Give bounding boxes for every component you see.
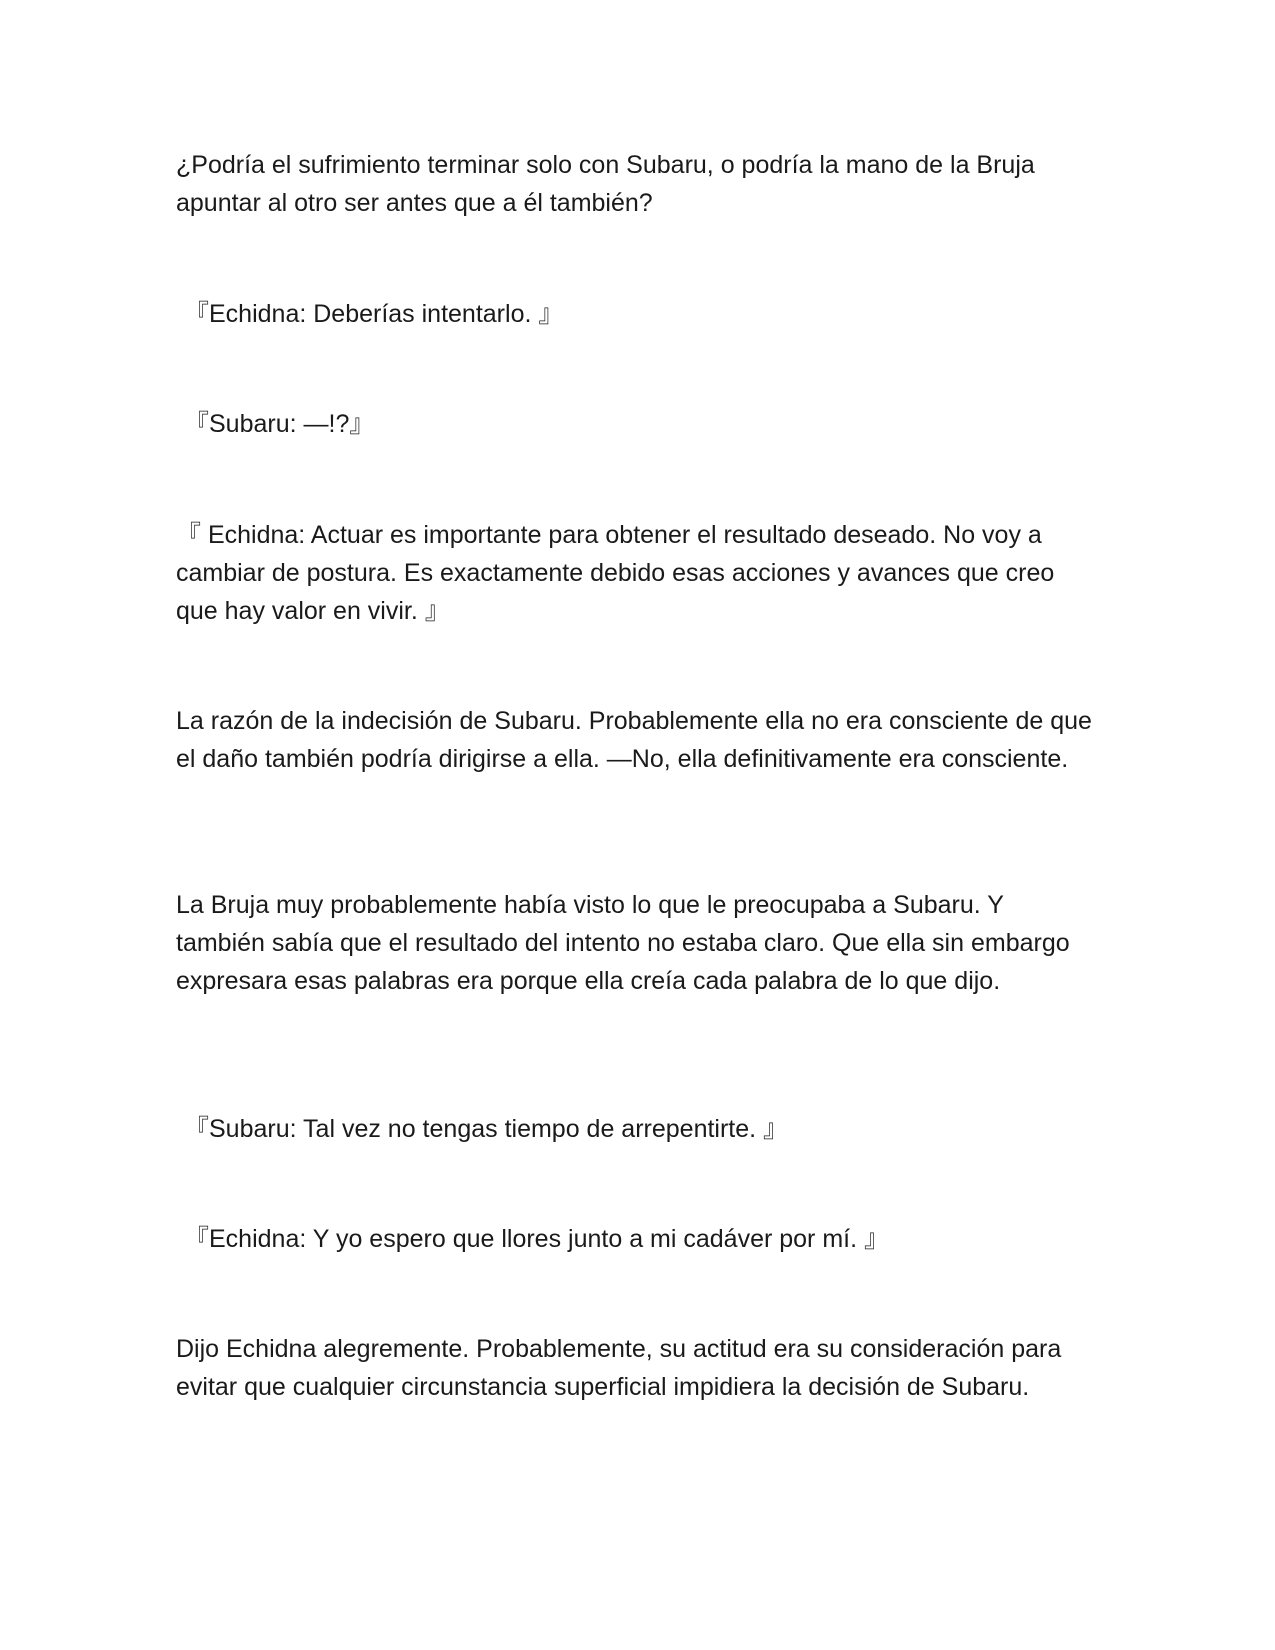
narration-paragraph-2: La razón de la indecisión de Subaru. Probablemente ella no era consciente de que el daño también podría dirigirse a ella. —No, ella definitivamente era consciente. [176, 707, 1092, 773]
narration-paragraph-1: ¿Podría el sufrimiento terminar solo con Subaru, o podría la mano de la Bruja apuntar al otro ser antes que a él también? [176, 151, 1035, 217]
dialogue-echidna-1: 『Echidna: Deberías intentarlo. 』 [184, 300, 564, 328]
dialogue-subaru-1: 『Subaru: —!?』 [184, 410, 375, 438]
narration-paragraph-4: Dijo Echidna alegremente. Probablemente, su actitud era su consideración para evitar que cualquier circunstancia superficial impidiera la decisión de Subaru. [176, 1335, 1062, 1401]
narration-paragraph-3: La Bruja muy probablemente había visto lo que le preocupaba a Subaru. Y también sabía que el resultado del intento no estaba claro. Que ella sin embargo expresara esas palabras era porque ella creía cada palabra de lo que dijo. [176, 891, 1070, 995]
dialogue-echidna-2: 『 Echidna: Actuar es importante para obtener el resultado deseado. No voy a cambiar de postura. Es exactamente debido esas acciones y avances que creo que hay valor en vivir. 』 [176, 521, 1055, 625]
dialogue-echidna-3: 『Echidna: Y yo espero que llores junto a mi cadáver por mí. 』 [184, 1225, 889, 1253]
dialogue-subaru-2: 『Subaru: Tal vez no tengas tiempo de arrepentirte. 』 [184, 1115, 789, 1143]
